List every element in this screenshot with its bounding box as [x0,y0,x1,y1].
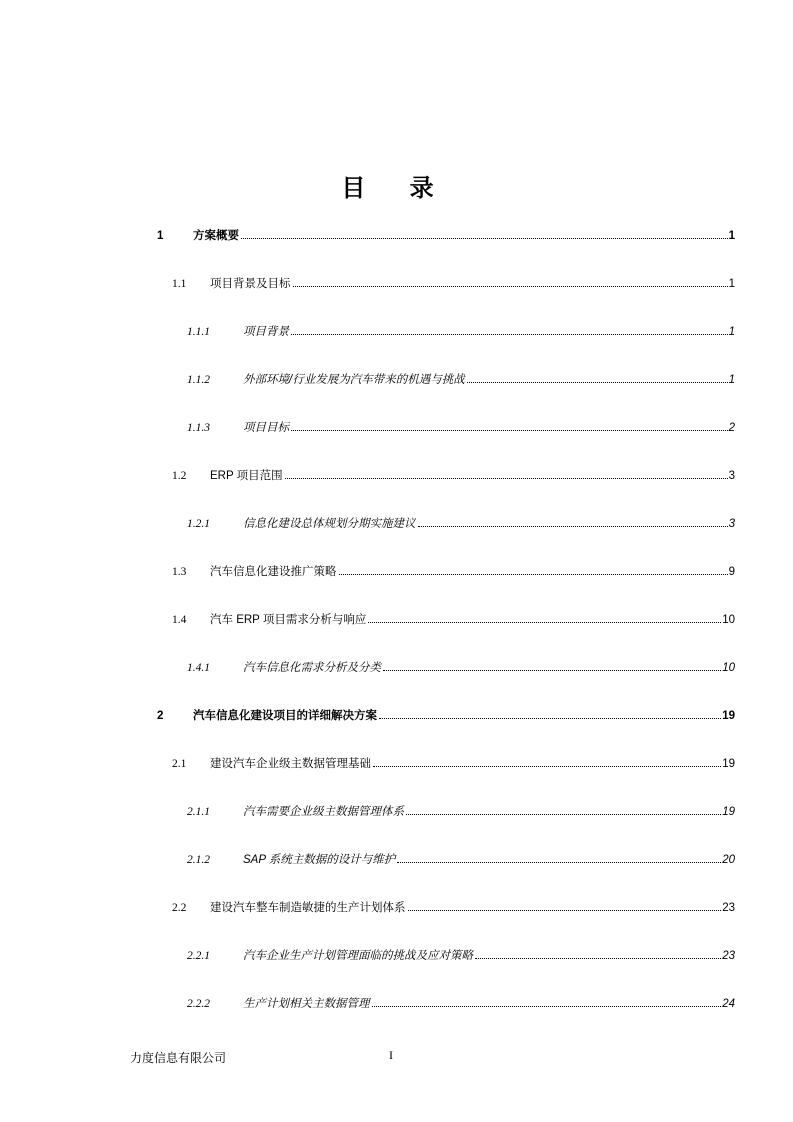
toc-leader [408,909,722,911]
toc-entry-page: 20 [722,854,735,866]
toc-entry[interactable] [157,707,735,725]
toc-leader [383,669,721,671]
toc-entry-title: 建设汽车整车制造敏捷的生产计划体系 [210,902,406,914]
toc-entry-number: 1.1 [172,278,187,290]
toc-entry-number: 2.2.2 [187,998,210,1010]
toc-entry[interactable] [187,947,735,965]
toc-entry-number: 1.1.2 [187,374,210,386]
toc-entry-title: 信息化建设总体规划分期实施建议 [243,518,416,530]
toc-entry-page: 19 [722,806,735,818]
toc-entry[interactable] [187,515,735,533]
toc-leader [475,957,721,959]
toc-entry-number: 1.2 [172,470,187,482]
toc-entry-title: 汽车信息化需求分析及分类 [243,662,381,674]
toc-entry[interactable] [187,323,735,341]
toc-entry-number: 2.2 [172,902,187,914]
toc-entry-number: 2.1.1 [187,806,210,818]
toc-entry[interactable] [187,803,735,821]
toc-leader [291,333,728,335]
toc-entry-number: 2 [157,710,164,722]
toc-entry-page: 24 [722,998,735,1010]
toc-leader [241,237,728,239]
toc-entry[interactable] [172,467,735,485]
toc-leader [406,813,721,815]
toc-entry-page: 23 [722,950,735,962]
toc-entry[interactable] [157,227,735,245]
toc-entry-number: 1.1.1 [187,326,210,338]
toc-leader [373,765,721,767]
toc-entry-number: 1.2.1 [187,518,210,530]
toc-entry-title: 项目背景及目标 [210,278,291,290]
toc-entry-page: 9 [728,566,735,578]
toc-leader [293,285,728,287]
toc-entry-page: 1 [728,326,735,338]
toc-entry-page: 10 [722,662,735,674]
toc-leader [379,717,721,719]
toc-entry-title: 外部环境/行业发展为汽车带来的机遇与挑战 [243,374,465,386]
toc-leader [372,1005,722,1007]
toc-entry-page: 2 [728,422,735,434]
toc-entry[interactable] [172,611,735,629]
toc-entry[interactable] [187,659,735,677]
toc-entry-title: 建设汽车企业级主数据管理基础 [210,758,371,770]
toc-entry-number: 1.4.1 [187,662,210,674]
page-title: 目 录 [341,174,452,202]
toc-entry-number: 2.1.2 [187,854,210,866]
toc-entry[interactable] [172,275,735,293]
toc-entry[interactable] [172,755,735,773]
toc-entry[interactable] [187,419,735,437]
toc-entry-title: 汽车 ERP 项目需求分析与响应 [210,614,367,626]
toc-entry-page: 3 [728,470,735,482]
toc-leader [291,429,728,431]
toc-entry-number: 1.4 [172,614,187,626]
toc-entry[interactable] [187,995,735,1013]
toc-entry-title: 方案概要 [193,230,239,242]
toc-entry-title: 项目背景 [243,326,289,338]
toc-leader [339,573,728,575]
toc-entry-title: 汽车需要企业级主数据管理体系 [243,806,404,818]
toc-entry[interactable] [172,563,735,581]
toc-leader [418,525,728,527]
toc-entry-page: 19 [722,710,735,722]
footer-page-number: I [389,1048,393,1062]
toc-entry-title: 汽车企业生产计划管理面临的挑战及应对策略 [243,950,473,962]
toc-leader [368,621,721,623]
toc-leader [397,861,721,863]
toc-entry-page: 10 [722,614,735,626]
toc-entry-title: 生产计划相关主数据管理 [243,998,370,1010]
toc-entry-title: SAP 系统主数据的设计与维护 [243,854,396,866]
toc-entry-number: 1.3 [172,566,187,578]
toc-entry[interactable] [187,371,735,389]
toc-entry-title: 项目目标 [243,422,289,434]
toc-entry[interactable] [187,851,735,869]
toc-entry-page: 1 [728,374,735,386]
toc-entry-page: 1 [728,278,735,290]
toc-entry-number: 1.1.3 [187,422,210,434]
toc-leader [467,381,728,383]
toc-entry-number: 1 [157,230,164,242]
toc-entry-title: ERP 项目范围 [210,470,283,482]
footer-company-name: 力度信息有限公司 [130,1051,227,1065]
toc-entry[interactable] [172,899,735,917]
toc-entry-title: 汽车信息化建设项目的详细解决方案 [193,710,377,722]
toc-entry-page: 3 [728,518,735,530]
toc-entry-page: 1 [728,230,735,242]
toc-entry-number: 2.1 [172,758,187,770]
toc-entry-page: 23 [722,902,735,914]
toc-leader [285,477,728,479]
toc-entry-number: 2.2.1 [187,950,210,962]
toc-entry-page: 19 [722,758,735,770]
toc-entry-title: 汽车信息化建设推广策略 [210,566,337,578]
